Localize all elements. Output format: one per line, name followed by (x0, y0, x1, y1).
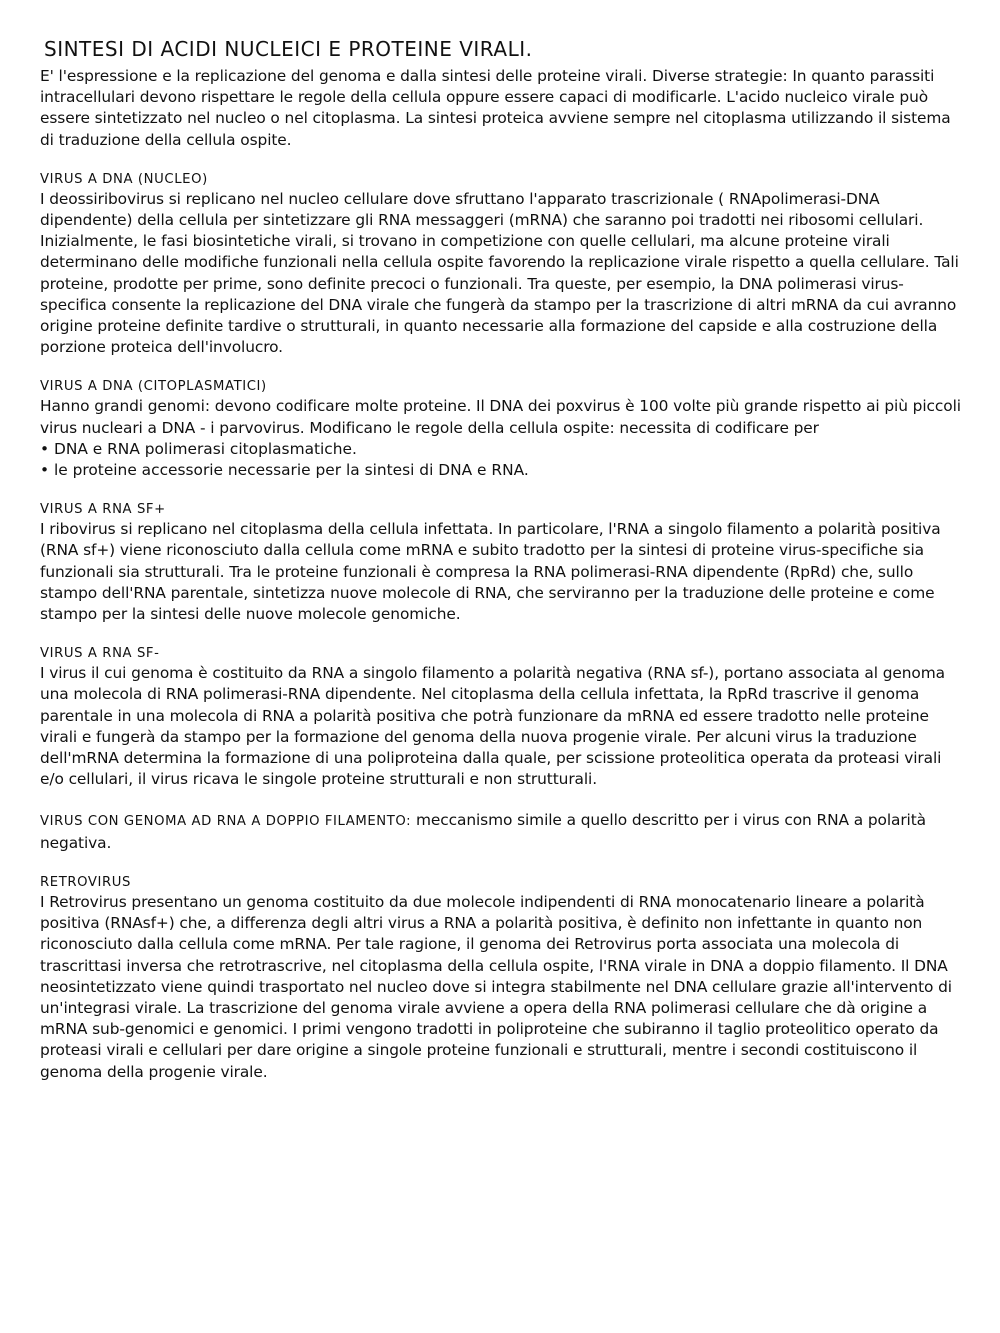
section-paragraph: I Retrovirus presentano un genoma costituito da due molecole indipendenti di RNA monocatenario lineare a polarità positiva (RNAsf+) che, a differenza degli altri virus a RNA a polarità positiva, è definito non infettante in quanto non riconosciuto dalla cellula come mRNA. Per tale ragione, il genoma dei Retrovirus porta associata una molecola di trascrittasi inversa che retrotrascrive, nel citoplasma della cellula ospite, l'RNA virale in DNA a doppio filamento. Il DNA neosintetizzato viene quindi trasportato nel nucleo dove si integra stabilmente nel DNA cellulare grazie all'intervento di un'integrasi virale. La trascrizione del genoma virale avviene a opera della RNA polimerasi cellulare che dà origine a mRNA sub-genomici e genomici. I primi vengono tradotti in poliproteine che subiranno il taglio proteolitico operato da proteasi virali e cellulari per dare origine a singole proteine funzionali e strutturali, mentre i secondi costituiscono il genoma della progenie virale. (40, 892, 952, 1081)
section-heading: VIRUS A RNA SF+ (40, 502, 166, 518)
section-paragraph: I ribovirus si replicano nel citoplasma della cellula infettata. In particolare, l'RNA a singolo filamento a polarità positiva (RNA sf+) viene riconosciuto dalla cellula come mRNA e subito tradotto per la sintesi di proteine virus-specifiche sia funzionali sia strutturali. Tra le proteine funzionali è compresa la RNA polimerasi-RNA dipendente (RpRd) che, sullo stampo dell'RNA parentale, sintetizza nuove molecole di RNA, che serviranno per la traduzione delle proteine e come stampo per la sintesi delle nuove molecole genomiche. (40, 520, 941, 624)
section-heading: VIRUS A DNA (CITOPLASMATICI) (40, 379, 267, 395)
section-paragraph (40, 810, 968, 853)
section-rna-sf-plus (40, 501, 968, 625)
section-paragraph: I virus il cui genoma è costituito da RNA a singolo filamento a polarità negativa (RNA sf-), portano associata al genoma una molecola di RNA polimerasi-RNA dipendente. Nel citoplasma della cellula infettata, la RpRd trascrive il genoma parentale in una molecola di RNA a polarità positiva che potrà funzionare da mRNA ed essere tradotto nelle proteine virali e fungerà da stampo per la formazione del genoma della nuova progenie virale. Per alcuni virus la traduzione dell'mRNA determina la formazione di una poliproteina dalla quale, per scissione proteolitica operata da proteasi virali e/o cellulari, il virus ricava le singole proteine strutturali e non strutturali. (40, 664, 945, 789)
intro-paragraph: E' l'espressione e la replicazione del genoma e dalla sintesi delle proteine virali. Diverse strategie: In quanto parassiti intracellulari devono rispettare le regole della cellula oppure essere capaci di modificarle. L'acido nucleico virale può essere sintetizzato nel nucleo o nel citoplasma. La sintesi proteica avviene sempre nel citoplasma utilizzando il sistema di traduzione della cellula ospite. (40, 67, 951, 149)
section-heading: VIRUS A RNA SF- (40, 646, 160, 662)
section-doppio-filamento (40, 810, 968, 853)
section-rna-sf-minus (40, 645, 968, 790)
bullet-item: • DNA e RNA polimerasi citoplasmatiche. (40, 439, 357, 458)
section-dna-citoplasmatici (40, 378, 968, 481)
bullet-item: • le proteine accessorie necessarie per la sintesi di DNA e RNA. (40, 461, 529, 480)
section-text: meccanismo simile a quello descritto per i virus con RNA a polarità negativa. (40, 811, 926, 852)
section-heading: RETROVIRUS (40, 874, 131, 890)
document-title: SINTESI DI ACIDI NUCLEICI E PROTEINE VIRALI. (44, 37, 533, 61)
section-paragraph: I deossiribovirus si replicano nel nucleo cellulare dove sfruttano l'apparato trascrizionale ( RNApolimerasi-DNA dipendente) della cellula per sintetizzare gli RNA messaggeri (mRNA) che saranno poi tradotti nei ribosomi cellulari. Inizialmente, le fasi biosintetiche virali, si trovano in competizione con quelle cellulari, ma alcune proteine virali determinano delle modifiche funzionali nella cellula ospite favorendo la replicazione virale rispetto a quella cellulare. Tali proteine, prodotte per prime, sono definite precoci o funzionali. Tra queste, per esempio, la DNA polimerasi virus-specifica consente la replicazione del DNA virale che fungerà da stampo per la trascrizione di altri mRNA da cui avranno origine proteine definite tardive o strutturali, in quanto necessarie alla formazione del capside e alla costruzione della porzione proteica dell'involucro. (40, 189, 959, 357)
section-heading: VIRUS CON GENOMA AD RNA A DOPPIO FILAMENTO: (40, 814, 412, 830)
section-paragraph: Hanno grandi genomi: devono codificare molte proteine. Il DNA dei poxvirus è 100 volte più grande rispetto ai più piccoli virus nucleari a DNA - i parvovirus. Modificano le regole della cellula ospite: necessita di codificare per (40, 397, 961, 437)
document-page (40, 36, 968, 1083)
section-dna-nucleo (40, 171, 968, 359)
section-retrovirus (40, 874, 968, 1083)
section-heading: VIRUS A DNA (NUCLEO) (40, 171, 208, 187)
